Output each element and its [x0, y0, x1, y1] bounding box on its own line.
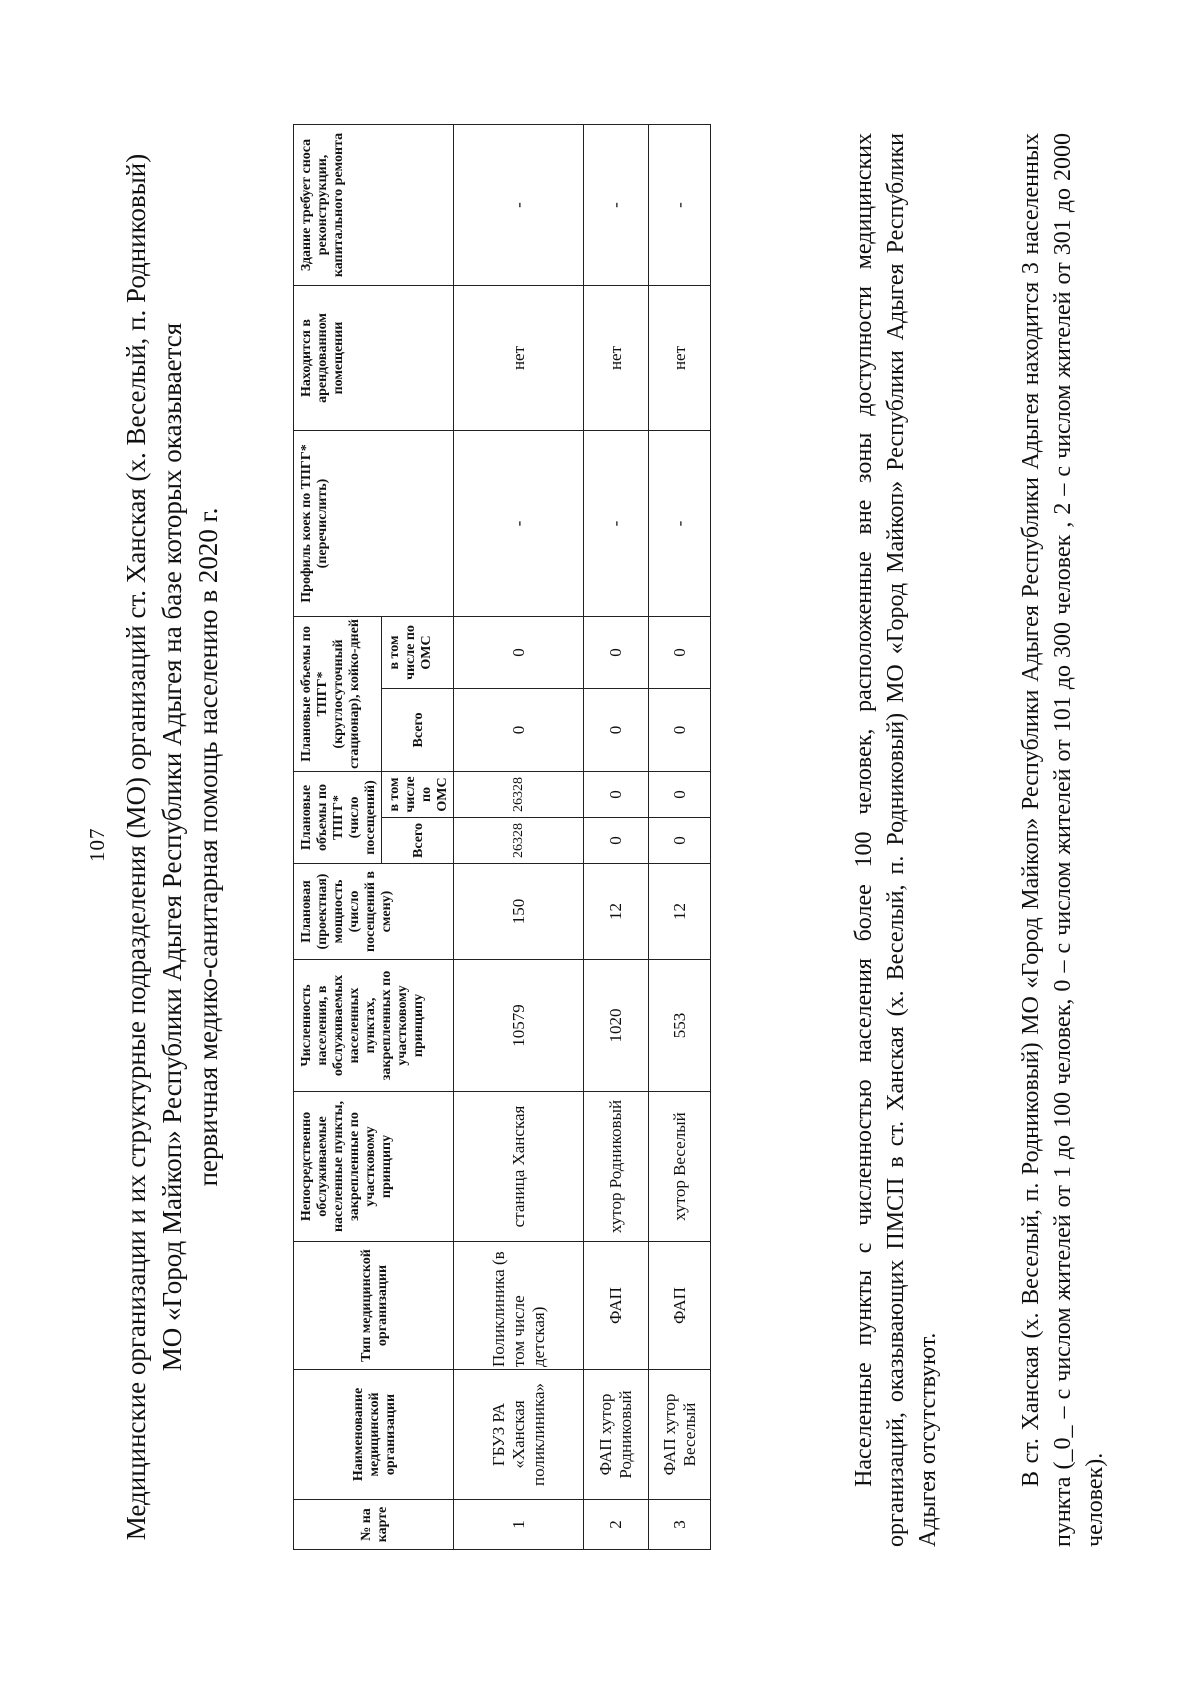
header-visits: Плановые объемы по ТПГГ* (число посещений) — [294, 772, 382, 864]
cell-name: ГБУЗ РА «Ханская поликлиника» — [454, 1370, 584, 1500]
cell-beds-total: 0 — [649, 689, 711, 772]
cell-visits-oms: 0 — [649, 772, 711, 818]
cell-demolition: - — [454, 125, 584, 286]
header-num: № на карте — [294, 1500, 454, 1550]
cell-profile: - — [649, 431, 711, 617]
header-type: Тип медицинской организации — [294, 1242, 454, 1370]
title-line-2: МО «Город Майкоп» Республики Адыгея Республики Адыгея на базе которых оказывается — [157, 322, 187, 1372]
cell-name: ФАП хутор Веселый — [649, 1370, 711, 1500]
header-population: Численность населения, в обслуживаемых населенных пунктах, закрепленных по участковому принципу — [294, 960, 454, 1092]
cell-num: 1 — [454, 1500, 584, 1550]
header-visits-total: Всего — [382, 818, 454, 864]
cell-population: 10579 — [454, 960, 584, 1092]
document-title — [118, 137, 226, 1557]
cell-visits-total: 26328 — [454, 818, 584, 864]
paragraph-settlements-count — [1015, 133, 1111, 1547]
cell-beds-oms: 0 — [584, 617, 649, 689]
cell-profile: - — [454, 431, 584, 617]
cell-capacity: 12 — [649, 864, 711, 960]
cell-beds-oms: 0 — [649, 617, 711, 689]
cell-demolition: - — [649, 125, 711, 286]
table-header-row — [294, 125, 382, 1550]
cell-capacity: 150 — [454, 864, 584, 960]
header-beds-total: Всего — [382, 689, 454, 772]
cell-profile: - — [584, 431, 649, 617]
table-row — [649, 125, 711, 1550]
cell-capacity: 12 — [584, 864, 649, 960]
cell-num: 3 — [649, 1500, 711, 1550]
table-row — [454, 125, 584, 1550]
header-profile: Профиль коек по ТПГГ* (перечислить) — [294, 431, 454, 617]
cell-beds-total: 0 — [584, 689, 649, 772]
cell-population: 553 — [649, 960, 711, 1092]
medical-organizations-table — [293, 124, 711, 1550]
cell-served: станица Ханская — [454, 1092, 584, 1242]
cell-name: ФАП хутор Родниковый — [584, 1370, 649, 1500]
header-beds-oms: в том числе по ОМС — [382, 617, 454, 689]
table-row — [584, 125, 649, 1550]
title-line-3: первичная медико-санитарная помощь населению в 2020 г. — [193, 507, 223, 1187]
cell-rented: нет — [454, 286, 584, 431]
cell-visits-total: 0 — [584, 818, 649, 864]
header-rented: Находится в арендованном помещении — [294, 286, 454, 431]
cell-population: 1020 — [584, 960, 649, 1092]
header-served: Непосредственно обслуживаемые населенные пункты, закрепленные по участковому принципу — [294, 1092, 454, 1242]
title-line-1: Медицинские организации и их структурные подразделения (МО) организаций ст. Ханская (х. Веселый, п. Родниковый) — [121, 153, 151, 1541]
header-beds: Плановые объемы по ТПГГ* (круглосуточный стационар), койко-дней — [294, 617, 382, 772]
cell-num: 2 — [584, 1500, 649, 1550]
cell-type: Поликлиника (в том числе детская) — [454, 1242, 584, 1370]
cell-visits-oms: 0 — [584, 772, 649, 818]
cell-type: ФАП — [584, 1242, 649, 1370]
cell-rented: нет — [584, 286, 649, 431]
header-name: Наименование медицинской организации — [294, 1370, 454, 1500]
cell-visits-total: 0 — [649, 818, 711, 864]
cell-served: хутор Родниковый — [584, 1092, 649, 1242]
paragraph-2-text: В ст. Ханская (х. Веселый, п. Родниковый) МО «Город Майкоп» Республики Адыгея Республики Адыгея находится 3 населенных пункта (_0_ – с числом жителей от 1 до 100 человек, 0 – с числом жителей от 101 до 300 человек , 2 – с числом жителей от 301 до 2000 человек). — [1018, 133, 1108, 1547]
header-visits-oms: в том числе по ОМС — [382, 772, 454, 818]
paragraph-1-text: Населенные пункты с численностью населения более 100 человек, расположенные вне зоны доступности медицинских организаций, оказывающих ПМСП в ст. Ханская (х. Веселый, п. Родниковый) МО «Город Майкоп» Республики Адыгея Республики Адыгея отсутствуют. — [851, 133, 941, 1547]
header-demolition: Здание требует сноса реконструкции, капитального ремонта — [294, 125, 454, 286]
paragraph-settlements-outside-zone — [848, 133, 944, 1547]
cell-beds-oms: 0 — [454, 617, 584, 689]
cell-type: ФАП — [649, 1242, 711, 1370]
cell-served: хутор Веселый — [649, 1092, 711, 1242]
cell-rented: нет — [649, 286, 711, 431]
cell-visits-oms: 26328 — [454, 772, 584, 818]
cell-beds-total: 0 — [454, 689, 584, 772]
cell-demolition: - — [584, 125, 649, 286]
page-number: 107 — [85, 827, 109, 862]
header-capacity: Плановая (проектная) мощность (число посещений в смену) — [294, 864, 454, 960]
